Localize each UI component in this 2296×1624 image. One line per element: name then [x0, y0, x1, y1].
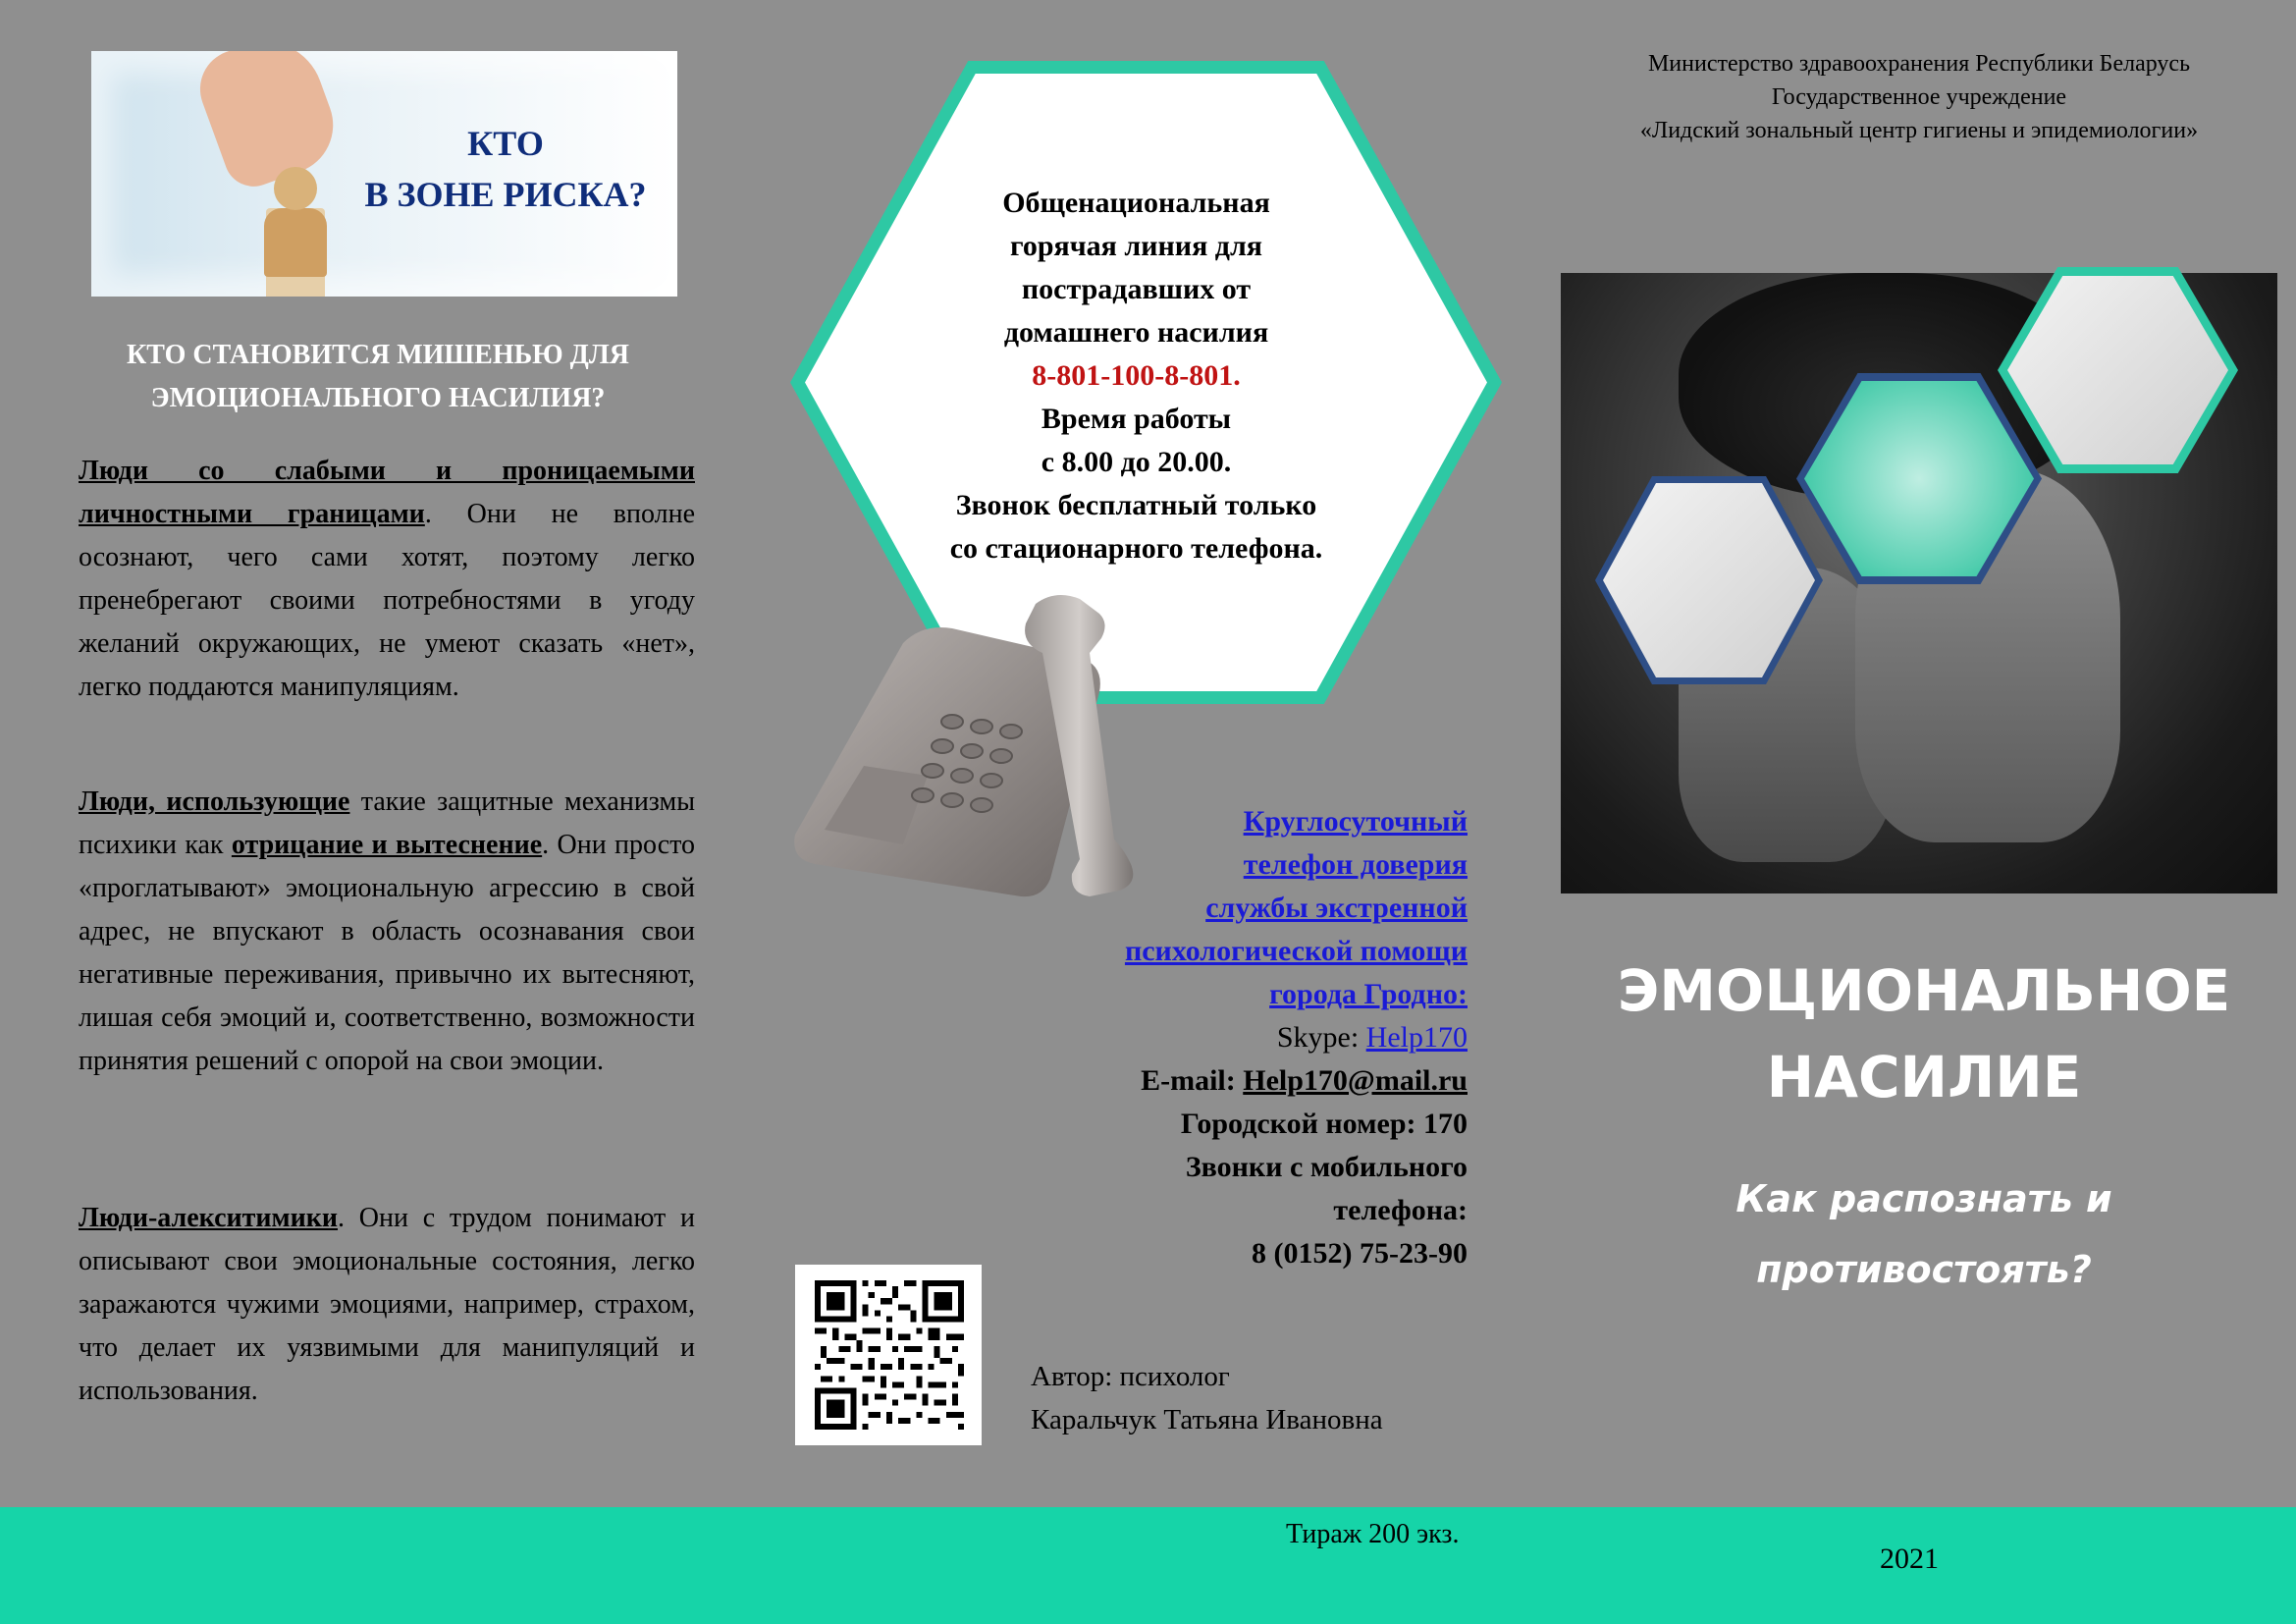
hotline-line4: домашнего насилия	[1003, 316, 1269, 349]
section-heading-line2: ЭМОЦИОНАЛЬНОГО НАСИЛИЯ?	[150, 383, 606, 413]
mobile-label-line1: Звонки с мобильного	[1185, 1151, 1468, 1183]
wooden-figure-head	[274, 167, 317, 210]
mobile-label-line2: телефона:	[1333, 1194, 1468, 1226]
trust-link-line3[interactable]: службы экстренной	[1205, 892, 1468, 924]
paragraph-2-emphasis-2: отрицание и вытеснение	[231, 830, 543, 860]
paragraph-2-emphasis-1: Люди, использующие	[79, 786, 350, 817]
footer-band	[0, 1507, 2296, 1624]
hotline-note-line1: Звонок бесплатный только	[955, 489, 1317, 521]
paragraph-alexithymics	[79, 1197, 695, 1413]
skype-link[interactable]: Help170	[1365, 1021, 1468, 1054]
title-line1: ЭМОЦИОНАЛЬНОЕ	[1617, 957, 2231, 1024]
wooden-figure-image	[264, 208, 327, 277]
email-link[interactable]: Help170@mail.ru	[1243, 1064, 1468, 1097]
hotline-hours-label: Время работы	[1041, 403, 1232, 435]
trust-link-line1[interactable]: Круглосуточный	[1243, 805, 1468, 838]
paragraph-1-text: . Они не вполне осознают, чего сами хотят, поэтому легко пренебрегают своими потребностями в угоду желаний окружающих, не умеют сказать «нет», легко поддаются манипуляциям.	[79, 499, 695, 702]
section-heading	[69, 334, 687, 420]
ministry-header	[1551, 47, 2287, 147]
hotline-hours: с 8.00 до 20.00.	[1041, 446, 1232, 478]
author-block	[1031, 1355, 1502, 1441]
subtitle-line1: Как распознать и	[1735, 1177, 2112, 1220]
author-line1: Автор: психолог	[1031, 1361, 1230, 1392]
trust-hotline-block	[1060, 800, 1468, 1275]
subtitle-line2: противостоять?	[1756, 1248, 2092, 1291]
skype-row	[1060, 1016, 1468, 1059]
risk-title-line1: КТО	[467, 124, 544, 163]
publication-year: 2021	[1880, 1543, 1939, 1575]
brochure-subtitle	[1610, 1164, 2238, 1305]
paragraph-2-text-1: такие защитные механизмы психики как	[79, 786, 696, 860]
skype-label: Skype:	[1276, 1021, 1366, 1054]
ministry-line1: Министерство здравоохранения Республики Беларусь	[1647, 51, 2191, 77]
ministry-line3: «Лидский зональный центр гигиены и эпидемиологии»	[1639, 118, 2199, 143]
hand-image	[189, 51, 347, 194]
ministry-line2: Государственное учреждение	[1771, 84, 2067, 110]
print-run: Тираж 200 экз.	[1286, 1519, 1460, 1549]
email-label: E-mail:	[1141, 1064, 1244, 1097]
section-heading-line1: КТО СТАНОВИТСЯ МИШЕНЬЮ ДЛЯ	[126, 340, 630, 370]
email-row	[1060, 1059, 1468, 1103]
hotline-line2: горячая линия для	[1009, 230, 1263, 262]
title-line2: НАСИЛИЕ	[1766, 1044, 2082, 1110]
paragraph-3-emphasis: Люди-алекситимики	[79, 1203, 339, 1233]
paragraph-2-text-2: . Они просто «проглатывают» эмоциональную агрессию в свой адрес, не впускают в область осознавания свои негативные переживания, привычно их вытесняют, лишая себя эмоций и, соответственно, возможности принятия решений с опорой на свои эмоции.	[79, 830, 695, 1076]
city-number: Городской номер: 170	[1180, 1108, 1468, 1140]
paragraph-3-text: . Они с трудом понимают и описывают свои эмоциональные состояния, легко заражаются чужими эмоциями, например, страхом, что делает их уязвимыми для манипуляций и использования.	[79, 1203, 695, 1406]
mobile-number: 8 (0152) 75-23-90	[1252, 1237, 1468, 1270]
hotline-line1: Общенациональная	[1002, 187, 1270, 219]
risk-title-line2: В ЗОНЕ РИСКА?	[364, 175, 647, 214]
hotline-text	[883, 182, 1389, 570]
trust-link-line4[interactable]: психологической помощи	[1124, 935, 1468, 967]
paragraph-weak-boundaries	[79, 450, 695, 709]
brochure-title	[1561, 947, 2287, 1120]
trust-link-line2[interactable]: телефон доверия	[1243, 848, 1468, 881]
author-line2: Каральчук Татьяна Ивановна	[1031, 1404, 1383, 1435]
paragraph-1-emphasis: Люди со слабыми и проницаемыми личностными границами	[79, 456, 695, 529]
paragraph-defense-mechanisms	[79, 781, 695, 1083]
qr-code-pattern	[813, 1280, 966, 1430]
hotline-note-line2: со стационарного телефона.	[949, 532, 1323, 565]
risk-banner-title	[344, 118, 667, 220]
qr-code[interactable]	[795, 1265, 982, 1445]
hotline-phone-number[interactable]: 8-801-100-8-801.	[1032, 359, 1241, 392]
hotline-line3: пострадавших от	[1021, 273, 1252, 305]
trust-link-line5[interactable]: города Гродно:	[1269, 978, 1468, 1010]
